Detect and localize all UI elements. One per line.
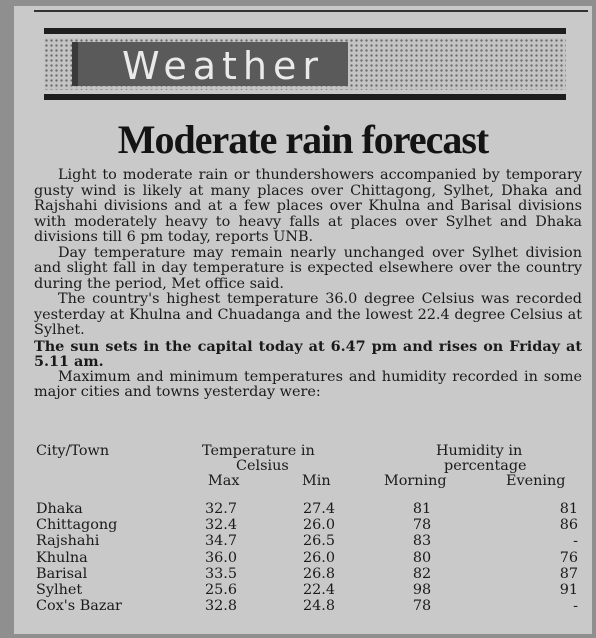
header-temperature: Temperature in bbox=[202, 443, 315, 459]
cell-morning: 78 bbox=[412, 598, 432, 615]
table-row bbox=[36, 583, 584, 599]
cell-morning: 81 bbox=[412, 501, 432, 517]
cell-min: 26.0 bbox=[302, 549, 336, 566]
cell-city: Chittagong bbox=[36, 517, 118, 534]
header-morning: Morning bbox=[384, 473, 447, 489]
cell-max: 32.8 bbox=[204, 598, 238, 615]
cell-city: Dhaka bbox=[36, 501, 83, 517]
cell-min: 24.8 bbox=[302, 598, 336, 615]
cell-morning: 98 bbox=[412, 582, 432, 598]
banner-top-bar bbox=[44, 28, 566, 34]
cell-evening: 86 bbox=[559, 517, 578, 534]
table-row bbox=[36, 599, 584, 615]
cell-min: 26.0 bbox=[302, 517, 336, 534]
cell-min: 26.5 bbox=[302, 533, 336, 550]
header-percentage: percentage bbox=[444, 458, 527, 474]
table-row bbox=[36, 551, 584, 567]
article-body bbox=[34, 168, 582, 401]
banner-bottom-bar bbox=[44, 94, 566, 100]
cell-max: 36.0 bbox=[204, 549, 238, 566]
header-humidity: Humidity in bbox=[436, 443, 523, 459]
cell-city: Khulna bbox=[36, 549, 88, 566]
cell-morning: 83 bbox=[412, 533, 432, 550]
cell-morning: 80 bbox=[412, 549, 432, 566]
cell-evening: - bbox=[573, 533, 578, 550]
section-label: Weather bbox=[122, 44, 324, 88]
cell-evening: 87 bbox=[559, 565, 578, 582]
headline: Moderate rain forecast bbox=[117, 117, 489, 162]
table-intro: Maximum and minimum temperatures and humidity recorded in some major cities and towns yesterday were: bbox=[34, 368, 582, 400]
newspaper-clipping bbox=[14, 6, 592, 634]
table-row bbox=[36, 567, 584, 583]
cell-max: 34.7 bbox=[204, 533, 238, 550]
table-row bbox=[36, 502, 584, 518]
cell-city: Cox's Bazar bbox=[36, 598, 122, 615]
cell-morning: 82 bbox=[412, 565, 432, 582]
cell-min: 22.4 bbox=[302, 582, 336, 598]
cell-min: 26.8 bbox=[302, 565, 336, 582]
paragraph: Day temperature may remain nearly unchanged over Sylhet division and slight fall in day temperature is expected elsewhere over the country during the period, Met office said. bbox=[34, 244, 582, 292]
cell-min: 27.4 bbox=[302, 501, 336, 517]
header-min: Min bbox=[302, 473, 331, 489]
header-celsius: Celsius bbox=[236, 458, 289, 474]
cell-city: Sylhet bbox=[36, 582, 83, 598]
banner-label-box bbox=[72, 42, 348, 86]
sun-note: The sun sets in the capital today at 6.47 pm and rises on Friday at 5.11 am. bbox=[34, 337, 582, 370]
cell-city: Rajshahi bbox=[36, 533, 100, 550]
cell-city: Barisal bbox=[36, 565, 88, 582]
header-city: City/Town bbox=[36, 443, 110, 459]
header-evening: Evening bbox=[506, 473, 566, 489]
cell-max: 32.7 bbox=[204, 501, 238, 517]
cell-max: 33.5 bbox=[204, 565, 238, 582]
cell-max: 25.6 bbox=[204, 582, 238, 598]
table-row bbox=[36, 518, 584, 534]
cell-evening: 76 bbox=[559, 549, 578, 566]
paragraph: Light to moderate rain or thundershowers accompanied by temporary gusty wind is likely at many places over Chittagong, Sylhet, Dhaka and Rajshahi divisions and at a few places over Khulna and Barisal divisions with moderately heavy to heavy falls at places over Sylhet and Dhaka divisions till 6 pm today, reports UNB. bbox=[34, 167, 582, 245]
paragraph: The country's highest temperature 36.0 degree Celsius was recorded yesterday at Khulna and Chuadanga and the lowest 22.4 degree Celsius at Sylhet. bbox=[34, 291, 582, 338]
cell-max: 32.4 bbox=[204, 517, 238, 534]
top-rule bbox=[34, 10, 588, 12]
cell-evening: - bbox=[573, 598, 578, 615]
cell-evening: 91 bbox=[559, 582, 578, 598]
cell-evening: 81 bbox=[559, 501, 578, 517]
header-max: Max bbox=[208, 473, 240, 489]
cell-morning: 78 bbox=[412, 517, 432, 534]
table-row bbox=[36, 534, 584, 550]
section-banner bbox=[44, 38, 566, 90]
